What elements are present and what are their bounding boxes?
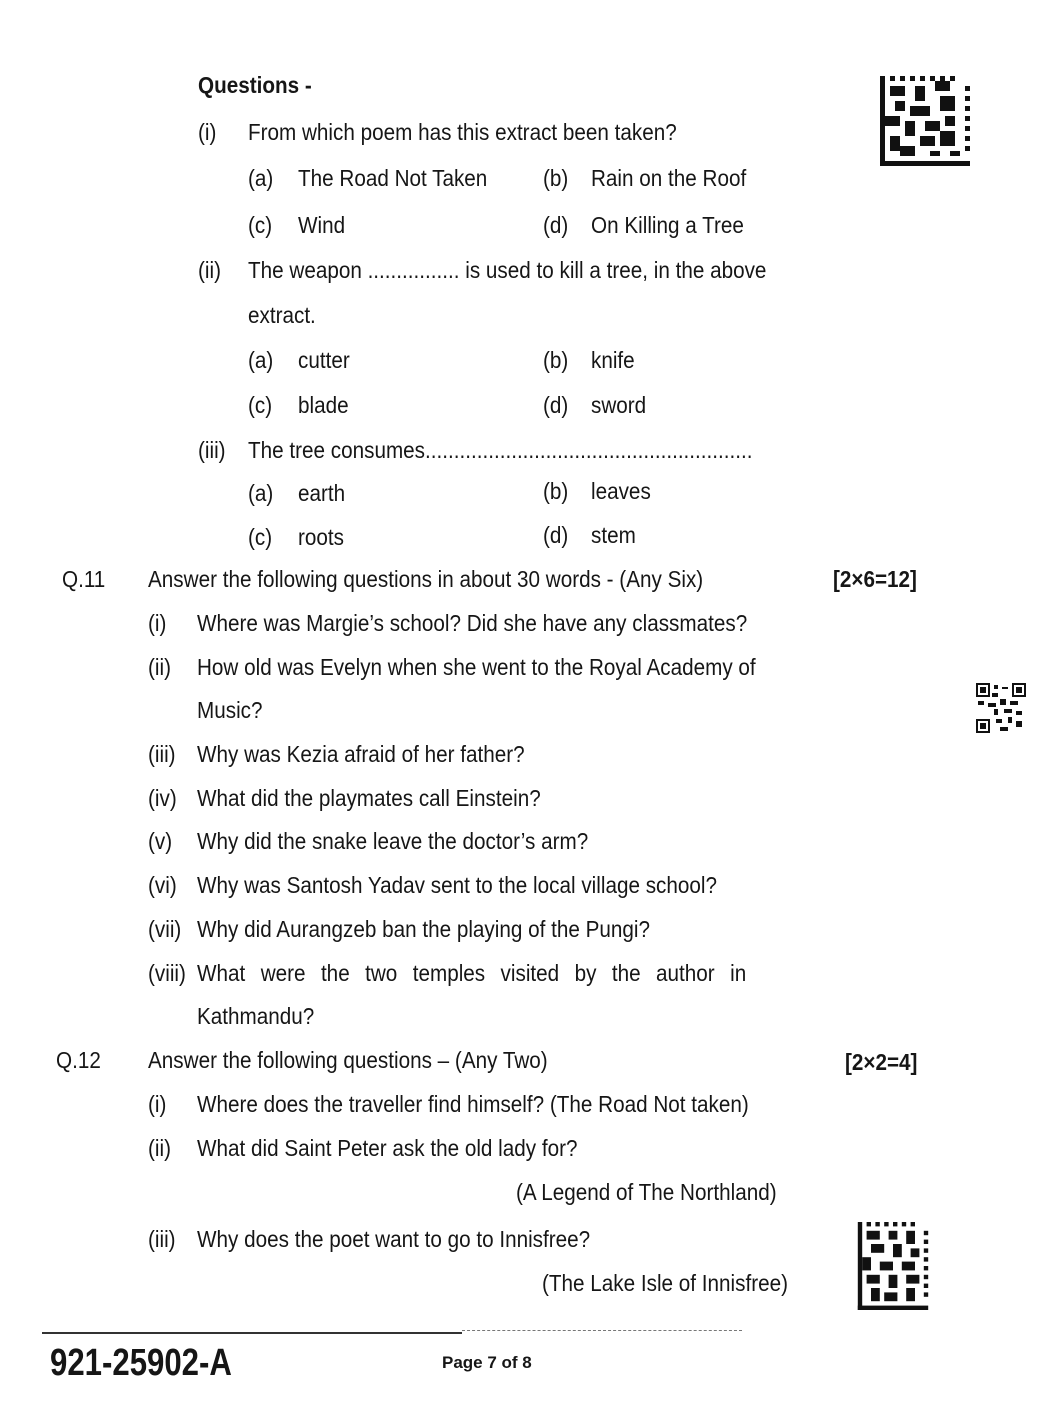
q12-item-text: What did Saint Peter ask the old lady for? [197, 1135, 578, 1161]
footer-rule [42, 1332, 462, 1334]
q11-marks: [2×6=12] [833, 566, 917, 592]
q12-item-number: (ii) [148, 1135, 171, 1161]
q11-item-text: What did the playmates call Einstein? [197, 785, 541, 811]
option-text: stem [591, 522, 636, 548]
option-text: On Killing a Tree [591, 212, 744, 238]
q11-item-number: (iv) [148, 785, 177, 811]
q11-instruction: Answer the following questions in about 30 words - (Any Six) [148, 566, 704, 592]
option-text: blade [298, 392, 349, 418]
q11-item-number: (viii) [148, 960, 186, 986]
q11-label: Q.11 [62, 566, 106, 592]
q12-item-number: (iii) [148, 1226, 176, 1252]
option-text: Rain on the Roof [591, 165, 747, 191]
option-letter: (c) [248, 524, 273, 550]
q12-item-text: Why does the poet want to go to Innisfree? [197, 1226, 591, 1252]
option-letter: (b) [543, 478, 569, 504]
q11-item-text: Why was Kezia afraid of her father? [197, 741, 525, 767]
q11-item-text-continued: Music? [197, 697, 263, 723]
q11-item-text-continued: Kathmandu? [197, 1003, 315, 1029]
q11-item-text: Where was Margie’s school? Did she have any classmates? [197, 610, 748, 636]
q11-item-number: (ii) [148, 654, 171, 680]
option-letter: (a) [248, 480, 274, 506]
q11-item-text: Why did the snake leave the doctor’s arm? [197, 828, 589, 854]
q11-item-text: How old was Evelyn when she went to the Royal Academy of [197, 654, 756, 680]
option-text: leaves [591, 478, 651, 504]
q10-iii-text: The tree consumes......................................................... [248, 437, 753, 463]
q11-item-text: Why did Aurangzeb ban the playing of the Pungi? [197, 916, 650, 942]
option-letter: (d) [543, 212, 569, 238]
page-number: Page 7 of 8 [442, 1353, 532, 1372]
option-text: Wind [298, 212, 346, 238]
q12-item-text: Where does the traveller find himself? (The Road Not taken) [197, 1091, 749, 1117]
option-letter: (d) [543, 392, 569, 418]
option-letter: (a) [248, 165, 274, 191]
q12-label: Q.12 [56, 1047, 101, 1073]
q10-ii-number: (ii) [198, 257, 221, 283]
q12-item-source: (A Legend of The Northland) [516, 1179, 777, 1205]
option-letter: (b) [543, 165, 569, 191]
q12-marks: [2×2=4] [845, 1049, 918, 1075]
option-letter: (c) [248, 212, 273, 238]
paper-code: 921-25902-A [50, 1342, 232, 1384]
questions-heading: Questions - [198, 72, 312, 98]
q11-item-number: (vii) [148, 916, 182, 942]
q11-item-number: (v) [148, 828, 173, 854]
q11-item-number: (vi) [148, 872, 177, 898]
data-matrix-code-top [880, 76, 970, 166]
option-text: earth [298, 480, 346, 506]
q10-i-number: (i) [198, 119, 217, 145]
option-letter: (a) [248, 347, 274, 373]
q10-ii-text: The weapon ................ is used to kill a tree, in the above [248, 257, 767, 283]
q11-item-number: (iii) [148, 741, 176, 767]
q12-item-number: (i) [148, 1091, 167, 1117]
option-letter: (b) [543, 347, 569, 373]
q10-i-text: From which poem has this extract been taken? [248, 119, 677, 145]
option-text: roots [298, 524, 344, 550]
q10-iii-number: (iii) [198, 437, 226, 463]
option-letter: (c) [248, 392, 273, 418]
option-letter: (d) [543, 522, 569, 548]
q11-item-number: (i) [148, 610, 167, 636]
option-text: sword [591, 392, 647, 418]
q12-item-source: (The Lake Isle of Innisfree) [542, 1270, 788, 1296]
option-text: cutter [298, 347, 350, 373]
q11-item-text: What were the two temples visited by the author in [197, 960, 747, 986]
qr-code-side [976, 683, 1026, 733]
q11-item-text: Why was Santosh Yadav sent to the local village school? [197, 872, 717, 898]
option-text: The Road Not Taken [298, 165, 488, 191]
option-text: knife [591, 347, 635, 373]
q12-instruction: Answer the following questions – (Any Two) [148, 1047, 548, 1073]
data-matrix-code-bottom [857, 1222, 929, 1310]
footer-rule-dashed [462, 1330, 742, 1331]
q10-ii-text-continued: extract. [248, 302, 316, 328]
